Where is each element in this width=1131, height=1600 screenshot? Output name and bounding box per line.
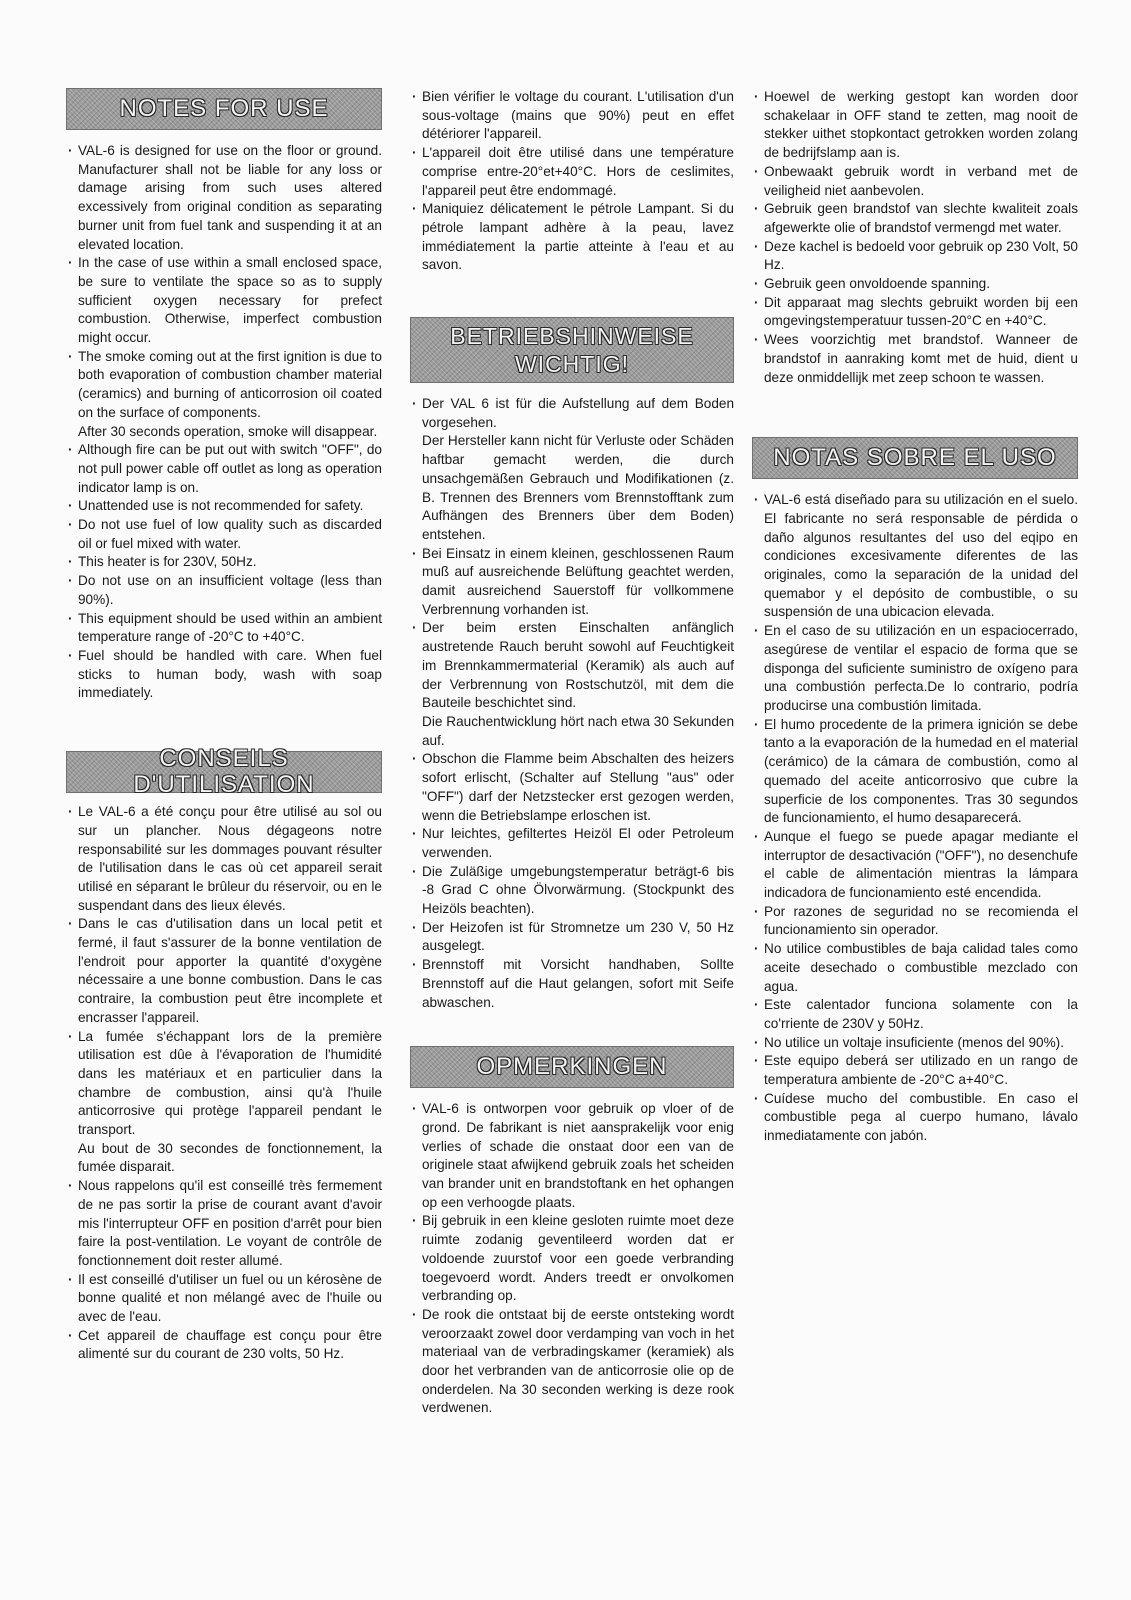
notes-for-use-list (66, 142, 382, 703)
paragraph: · L'appareil doit être utilisé dans une température comprise entre-20°et+40°C. Hors de ceslimites, l'appareil peut être endommagé. (422, 145, 734, 198)
list-item (752, 1090, 1078, 1146)
paragraph: · Fuel should be handled with care. When fuel sticks to human body, wash with soap immediately. (78, 647, 382, 701)
list-item (66, 516, 382, 553)
paragraph: · Il est conseillé d'utiliser un fuel ou un kérosène de bonne qualité et non mélangé avec de l'huile ou avec de l'eau. (78, 1271, 382, 1325)
notas-header (752, 437, 1078, 479)
paragraph: · No utilice un voltaje insuficiente (menos del 90%). (764, 1034, 1064, 1050)
list-item (410, 144, 734, 200)
list-item (752, 238, 1078, 275)
paragraph: · Bei Einsatz in einem kleinen, geschlossenen Raum muß auf ausreichende Belüftung geachtet werden, damit ausreichend Sauerstoff für vollkommene Verbrennung vorhanden ist. (422, 545, 734, 617)
opmerkingen-header (410, 1046, 734, 1088)
column-2 (410, 88, 734, 1418)
list-item (66, 915, 382, 1027)
paragraph: · The smoke coming out at the first ignition is due to both evaporation of combustion chamber material (ceramics) and burning of anticorrosion oil coated on the surface of components. (78, 348, 382, 420)
paragraph: · Die Zuläßige umgebungstemperatur beträgt-6 bis -8 Grad C ohne Ölvorwärmung. (Stockpunkt des Heizöls beachten). (422, 863, 734, 917)
list-item (752, 275, 1078, 294)
paragraph: · Dans le cas d'utilisation dans un local petit et fermé, il faut s'assurer de la bonne ventilation de l'endroit pour apporter la quantité d'oxygène nécessaire a une bonne combustion. Dans le cas contraire, la combustion peut être incomplete et encrasser l'appareil. (78, 916, 382, 1025)
list-item (410, 863, 734, 919)
paragraph: · This equipment should be used within an ambient temperature range of -20°C to +40°C. (78, 610, 382, 645)
paragraph: · Brennstoff mit Vorsicht handhaben, Sollte Brennstoff auf die Haut gelangen, sofort mit Seife abwaschen. (422, 957, 734, 1010)
paragraph: · No utilice combustibles de baja calidad tales como aceite desechado o combustible mezclado con agua. (764, 941, 1078, 994)
paragraph: · In the case of use within a small enclosed space, be sure to ventilate the space so as to supply sufficient oxygen necessary for prefect combustion. Otherwise, imperfect combustion might occur. (78, 255, 382, 346)
paragraph: · VAL-6 está diseñado para su utilización en el suelo. El fabricante no será responsable de pérdida o daño algunos resultantes del uso del eqipo en condiciones excesivamente diferentes de las originales, como la separación de la unidad del quemabor y el depósito de combustible, o su suspensión de una ubicacion elevada. (764, 492, 1078, 620)
paragraph: Die Rauchentwicklung hört nach etwa 30 Sekunden auf. (422, 713, 734, 748)
paragraph: · Este calentador funciona solamente con la co'rriente de 230V y 50Hz. (764, 997, 1078, 1031)
paragraph: · Obschon die Flamme beim Abschalten des heizers sofort erlischt, (Schalter auf Stellung "aus" oder "OFF") darf der Netzstecker erst gezogen werden, wenn die Betriebslampe erloschen ist. (422, 751, 734, 823)
section-title: NOTES FOR USE (119, 95, 329, 122)
conseils-list (66, 803, 382, 1364)
list-item (752, 331, 1078, 387)
list-item (752, 903, 1078, 940)
betrieb-header (410, 317, 734, 383)
list-item (66, 497, 382, 516)
list-item (66, 441, 382, 497)
paragraph: · Nous rappelons qu'il est conseillé très fermement de ne pas sortir la prise de courant avant d'avoir mis l'interrupteur OFF en position d'arrêt pour bien faire la post-ventilation. Le voyant de contrôle de fonctionnement doit rester allumé. (78, 1178, 382, 1268)
list-item (752, 163, 1078, 200)
list-item (66, 1271, 382, 1327)
paragraph: · Der beim ersten Einschalten anfänglich austretende Rauch beruht sowohl auf Feuchtigkeit im Brennkammermaterial (Keramik) als auch auf der Verbrennung von Rostschutzöl, mit dem die Bauteile beschichtet sind. (422, 620, 734, 711)
list-item (410, 200, 734, 275)
paragraph: · Cet appareil de chauffage est conçu pour être alimenté sur du courant de 230 volts, 50 Hz. (78, 1327, 382, 1362)
paragraph: · Onbewaakt gebruik wordt in verband met de veiligheid niet aanbevolen. (764, 163, 1078, 198)
paragraph: · Wees voorzichtig met brandstof. Wanneer de brandstof in aanraking komt met de huid, dient u deze onmiddellijk met zeep schoon te wassen. (764, 332, 1078, 385)
list-item (752, 940, 1078, 996)
paragraph: · Unattended use is not recommended for safety. (78, 498, 364, 514)
list-item (410, 1100, 734, 1212)
column-3 (752, 88, 1078, 1146)
paragraph: · La fumée s'échappant lors de la première utilisation est dûe à l'évaporation de l'humidité dans les matériaux et en particulier dans la chambre de combustion, ainsi qu'à l'huile anticorrosive qui protège l'appareil pendant le transport. (78, 1028, 382, 1138)
list-item (752, 716, 1078, 828)
betrieb-list (410, 395, 734, 1012)
section-title: CONSEILS D'UTILISATION (133, 745, 315, 799)
paragraph: · Maniquiez délicatement le pétrole Lampant. Si du pétrole lampant adhère à la peau, lavez immédiatement la partie atteinte à l'eau et au savon. (422, 201, 734, 273)
paragraph: · Do not use on an insufficient voltage (less than 90%). (78, 573, 382, 607)
list-item (66, 348, 382, 442)
paragraph: · Der VAL 6 ist für die Aufstellung auf dem Boden vorgesehen. (422, 396, 734, 430)
list-item (410, 545, 734, 620)
list-item (410, 395, 734, 545)
paragraph: · Bien vérifier le voltage du courant. L'utilisation d'un sous-voltage (mains que 90%) peut en effet détériorer l'appareil. (422, 89, 734, 142)
list-item (410, 1212, 734, 1306)
list-item (752, 491, 1078, 622)
paragraph: · Por razones de seguridad no se recomienda el funcionamiento sin operador. (764, 903, 1078, 938)
list-item (410, 956, 734, 1012)
paragraph: · Este equipo deberá ser utilizado en un rango de temperatura ambiente de -20°C a+40°C. (764, 1053, 1078, 1088)
list-item (66, 572, 382, 609)
list-item (410, 619, 734, 750)
list-item (752, 996, 1078, 1033)
paragraph: · VAL-6 is designed for use on the floor or ground. Manufacturer shall not be liable for any loss or damage arising from such uses altered excessively from original condition as separating burner unit from fuel tank and suspending it at an elevated location. (78, 143, 382, 252)
list-item (410, 88, 734, 144)
section-title: OPMERKINGEN (476, 1053, 668, 1081)
column-1 (66, 88, 382, 1364)
section-title: BETRIEBSHINWEISE (450, 323, 694, 350)
conseils-list-continued (410, 88, 734, 275)
paragraph: · Nur leichtes, gefiltertes Heizöl El oder Petroleum verwenden. (422, 826, 734, 860)
list-item (752, 828, 1078, 903)
paragraph: · En el caso de su utilización en un espaciocerrado, asegúrese de ventilar el espacio de forma que se disponga del suficiente suministro de oxígeno para una combustión perfecta.De lo contrario, podría producirse una combustión limitada. (764, 623, 1078, 713)
list-item (410, 825, 734, 862)
paragraph: · Dit apparaat mag slechts gebruikt worden bij een omgevingstemperatuur tussen-20°C en +40°C. (764, 294, 1078, 329)
list-item (410, 1306, 734, 1418)
paragraph: · Gebruik geen brandstof van slechte kwaliteit zoals afgewerkte olie of brandstof vermengd met water. (764, 201, 1078, 235)
paragraph: · VAL-6 is ontworpen voor gebruik op vloer of de grond. De fabrikant is niet aansprakelijk voor enig verlies of schade die onstaat door een van de originele staat afwijkend gebruik zoals het scheiden van brander unit en brandstoftank en het ophangen op een verhoogde plaats. (422, 1101, 734, 1210)
list-item (66, 1028, 382, 1178)
paragraph: · Do not use fuel of low quality such as discarded oil or fuel mixed with water. (78, 517, 382, 551)
notas-list (752, 491, 1078, 1146)
list-item (410, 750, 734, 825)
paragraph: · Although fire can be put out with switch "OFF", do not pull power cable off outlet as long as operation indicator lamp is on. (78, 442, 382, 495)
section-title: NOTAS SOBRE EL USO (773, 444, 1057, 472)
notes-for-use-header (66, 88, 382, 130)
opmerkingen-list-continued (752, 88, 1078, 387)
section-subtitle: WICHTIG! (514, 351, 630, 378)
list-item (752, 200, 1078, 237)
list-item (752, 1052, 1078, 1089)
paragraph: · Gebruik geen onvoldoende spanning. (764, 276, 990, 292)
paragraph: · Aunque el fuego se puede apagar mediante el interruptor de desactivación ("OFF"), no desenchufe el cable de alimentación mientras la lámpara indicadora de funcionamiento esté encendida. (764, 828, 1078, 901)
list-item (752, 88, 1078, 163)
list-item (66, 254, 382, 348)
paragraph: · Deze kachel is bedoeld voor gebruik op 230 Volt, 50 Hz. (764, 238, 1078, 273)
list-item (66, 1327, 382, 1364)
list-item (752, 1034, 1078, 1053)
paragraph: · Der Heizofen ist für Stromnetze um 230 V, 50 Hz ausgelegt. (422, 919, 734, 954)
paragraph: · Cuídese mucho del combustible. En caso el combustible pega al cuerpo humano, lávalo inmediatamente con jabón. (764, 1090, 1078, 1144)
list-item (752, 622, 1078, 716)
paragraph: · De rook die ontstaat bij de eerste ontsteking wordt veroorzaakt zowel door verdamping van voch in het materiaal van de verbradingskamer (keramiek) als door het verbranden van de anticorrosie olie op de onderdelen. Na 30 seconden werking is deze rook verdwenen. (422, 1306, 734, 1416)
paragraph: · This heater is for 230V, 50Hz. (78, 554, 257, 570)
opmerkingen-list (410, 1100, 734, 1418)
paragraph: After 30 seconds operation, smoke will disappear. (78, 423, 378, 439)
list-item (66, 803, 382, 915)
conseils-header (66, 745, 382, 799)
list-item (410, 919, 734, 956)
list-item (752, 294, 1078, 331)
paragraph: Der Hersteller kann nicht für Verluste oder Schäden haftbar gemacht werden, die durch unsachgemäßen Gebrauch und Modifikationen (z. B. Trennen des Brenners vom Brennstofftank zum Aufhängen des Brenners über dem Boden) entstehen. (422, 433, 734, 542)
list-item (66, 1177, 382, 1271)
paragraph: · Hoewel de werking gestopt kan worden door schakelaar in OFF stand te zetten, mag nooit de stekker uithet stopkontact getrokken worden zolang de bedrijfslamp aan is. (764, 89, 1078, 161)
paragraph: · Le VAL-6 a été conçu pour être utilisé au sol ou sur un plancher. Nous dégageons notre responsabilité sur les dommages pouvant résulter de l'utilisation dans le cas où cet appareil serait utilisé en séparant le brûleur du réservoir, ou en le suspendant dans des lieux élevés. (78, 804, 382, 913)
list-item (66, 553, 382, 572)
paragraph: · El humo procedente de la primera ignición se debe tanto a la evaporación de la humedad en el material (cerámico) de la cámara de combustión, como al quemado del aceite anticorrosivo que cubre la superficie de los componentes. Tras 30 segundos de funcionamiento, el humo desaparecerá. (764, 716, 1078, 826)
list-item (66, 142, 382, 254)
list-item (66, 610, 382, 647)
paragraph: Au bout de 30 secondes de fonctionnement, la fumée disparait. (78, 1140, 382, 1175)
list-item (66, 647, 382, 703)
paragraph: · Bij gebruik in een kleine gesloten ruimte moet deze ruimte zodanig geventileerd worden dat er voldoende zuurstof voor een goede verbranding toegevoerd wordt. Anders treedt er onvolkomen verbranding op. (422, 1213, 734, 1304)
